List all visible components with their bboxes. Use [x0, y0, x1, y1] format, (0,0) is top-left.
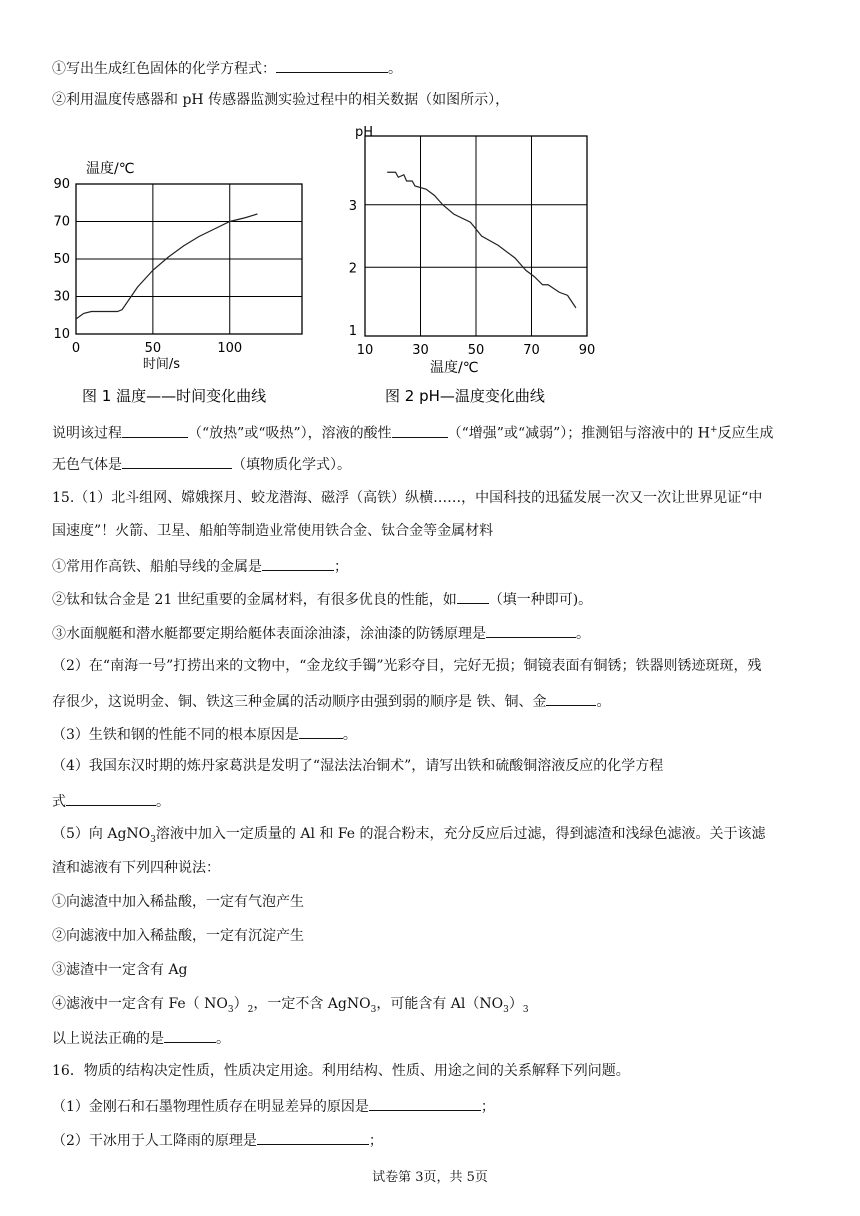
q15-text: ①常用作高铁、船舶导线的金属是 [52, 559, 262, 575]
q15-text: （5）向 AgNO [52, 826, 151, 842]
q14-text: （“放热”或“吸热”），溶液的酸性 [188, 425, 392, 442]
punct: 。 [342, 727, 357, 743]
q15-text: ②向滤液中加入稀盐酸，一定有沉淀产生 [52, 928, 304, 944]
q15-line-14 [52, 926, 304, 946]
q15-line-4 [52, 588, 592, 610]
x-tick-label: 50 [144, 341, 162, 356]
subscript: 3 [227, 1004, 234, 1015]
q16-text: （1）金刚石和石墨物理性质存在明显差异的原因是 [52, 1099, 369, 1115]
q15-line-13 [52, 892, 304, 912]
x-tick-label: 30 [412, 343, 429, 358]
q14-text: （“增强”或“减弱”）；推测铝与溶液中的 H [447, 425, 710, 442]
answer-blank[interactable] [369, 1095, 481, 1111]
x-tick-label: 10 [356, 343, 374, 358]
q15-text: 溶液中加入一定质量的 Al 和 Fe 的混合粉末，充分反应后过滤，得到滤渣和浅绿色滤液。关于该滤 [155, 826, 766, 842]
answer-blank[interactable] [262, 555, 334, 571]
q14-text: 无色气体是 [52, 457, 122, 473]
answer-blank[interactable] [546, 690, 596, 706]
q15-text: 国速度”！火箭、卫星、船舶等制造业常使用铁合金、钛合金等金属材料 [52, 523, 494, 539]
figure-caption: 图 1 温度——时间变化曲线 [82, 387, 267, 405]
q15-line-9 [52, 756, 663, 776]
subscript: 3 [503, 1004, 509, 1015]
q15-line-15 [52, 960, 188, 980]
answer-blank[interactable] [122, 422, 188, 438]
punct: 。 [576, 626, 590, 642]
punct: 。 [596, 694, 611, 710]
q14-line-3 [52, 420, 773, 444]
figure-1-temperature-time-chart [40, 148, 330, 413]
y-tick-label: 1 [348, 323, 357, 339]
q15-text: （3）生铁和钢的性能不同的根本原因是 [52, 727, 299, 743]
subscript: 3 [370, 1004, 377, 1015]
q15-text: 式 [52, 794, 66, 810]
q15-text: ①向滤渣中加入稀盐酸，一定有气泡产生 [52, 894, 304, 910]
y-tick-label: 90 [53, 177, 70, 192]
q15-line-2 [52, 521, 493, 541]
subscript: 3 [522, 1004, 529, 1015]
x-axis-label: 温度/℃ [430, 360, 479, 376]
q14-line-2 [52, 90, 509, 110]
figure-2-ph-temperature-chart [335, 122, 610, 413]
answer-blank[interactable] [66, 790, 156, 806]
q14-text: 说明该过程 [52, 425, 122, 442]
q14-line-1 [52, 57, 402, 79]
x-tick-label: 100 [217, 341, 243, 356]
y-tick-label: 30 [53, 289, 70, 305]
q15-text: 以上说法正确的是 [52, 1031, 164, 1047]
q15-line-8 [52, 723, 357, 745]
q15-text: （4）我国东汉时期的炼丹家葛洪是发明了“湿法法冶铜术”，请写出铁和硫酸铜溶液反应的化学方程 [52, 758, 664, 774]
q15-line-1 [52, 488, 762, 508]
q15-text: ④滤液中一定含有 Fe（ NO [52, 996, 228, 1012]
q16-line-1 [52, 1061, 630, 1081]
q16-line-3 [52, 1129, 383, 1151]
q15-text: ②钛和钛合金是 21 世纪重要的金属材料，有很多优良的性能，如 [52, 592, 457, 608]
y-tick-label: 50 [53, 252, 70, 267]
q15-text: ） [508, 996, 523, 1012]
q14-text: （填物质化学式）。 [232, 457, 351, 473]
q15-line-10 [52, 790, 170, 812]
q16-text: 16．物质的结构决定性质，性质决定用途。利用结构、性质、用途之间的关系解释下列问题。 [52, 1063, 630, 1079]
punct: 。 [156, 794, 170, 810]
punct: ； [480, 1099, 495, 1115]
answer-blank[interactable] [299, 723, 343, 739]
subscript: 3 [150, 834, 156, 845]
punct: （填一种即可)。 [488, 592, 593, 608]
y-tick-label: 70 [53, 214, 70, 230]
q15-text: 渣和滤液有下列四种说法： [52, 860, 220, 876]
q15-line-7 [52, 690, 610, 712]
punct: ； [334, 559, 348, 575]
y-axis-label: pH [355, 125, 374, 140]
q15-text: ③滤渣中一定含有 Ag [52, 962, 188, 978]
y-axis-label: 温度/℃ [86, 161, 135, 177]
q15-line-12 [52, 858, 220, 878]
answer-blank[interactable] [164, 1027, 216, 1043]
y-tick-label: 3 [348, 198, 357, 214]
q15-text: （2）在“南海一号”打捞出来的文物中，“金龙纹手镯”光彩夺目，完好无损；铜镜表面有铜锈；铁器则锈迹斑斑，残 [52, 658, 762, 674]
answer-blank[interactable] [457, 588, 489, 604]
q14-line-4 [52, 453, 351, 475]
q15-line-16 [52, 994, 529, 1020]
q15-line-5 [52, 622, 590, 644]
punct: 。 [388, 61, 402, 77]
answer-blank[interactable] [392, 422, 448, 438]
q15-line-17 [52, 1027, 230, 1049]
q15-line-11 [52, 824, 766, 850]
x-tick-label: 0 [71, 341, 81, 356]
subscript: 2 [247, 1004, 254, 1015]
answer-blank[interactable] [122, 453, 232, 469]
q15-line-6 [52, 656, 762, 676]
punct: 。 [216, 1031, 230, 1047]
q14-sub1-text: ①写出生成红色固体的化学方程式： [52, 61, 276, 77]
q16-line-2 [52, 1095, 495, 1117]
punct: ； [368, 1133, 383, 1149]
q15-text: ，一定不含 AgNO [253, 996, 371, 1012]
q15-text: 15.（1）北斗组网、嫦娥探月、蛟龙潜海、磁浮（高铁）纵横……，中国科技的迅猛发展一次又一次让世界见证“中 [52, 490, 763, 506]
x-axis-label: 时间/s [142, 357, 181, 372]
answer-blank[interactable] [276, 57, 388, 73]
page-footer: 试卷第 3页，共 5页 [372, 1170, 488, 1185]
y-tick-label: 2 [348, 261, 357, 277]
x-tick-label: 50 [467, 343, 485, 358]
q14-text: 反应生成 [717, 425, 774, 442]
q15-text: ③水面舰艇和潜水艇都要定期给艇体表面涂油漆，涂油漆的防锈原理是 [52, 626, 486, 642]
superscript: + [709, 425, 718, 435]
q15-text: ） [233, 996, 248, 1012]
x-tick-label: 70 [523, 343, 540, 358]
q15-text: ，可能含有 Al（NO [376, 996, 504, 1012]
q14-sub2-text: ②利用温度传感器和 pH 传感器监测实验过程中的相关数据（如图所示）， [52, 92, 510, 108]
q15-text: 存很少，这说明金、铜、铁这三种金属的活动顺序由强到弱的顺序是 铁、铜、金 [52, 694, 547, 710]
figure-caption: 图 2 pH—温度变化曲线 [385, 387, 545, 405]
answer-blank[interactable] [257, 1129, 369, 1145]
q15-line-3 [52, 555, 348, 577]
series-line [387, 172, 576, 308]
answer-blank[interactable] [486, 622, 576, 638]
x-tick-label: 90 [578, 343, 596, 358]
y-tick-label: 10 [53, 327, 70, 342]
q16-text: （2）干冰用于人工降雨的原理是 [52, 1133, 257, 1149]
